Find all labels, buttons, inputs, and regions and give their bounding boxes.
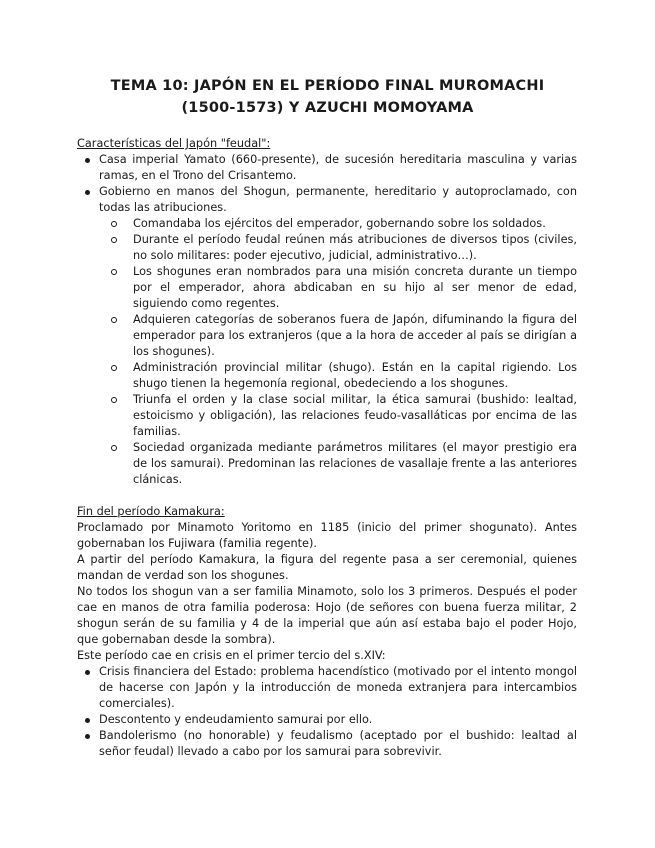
bullet-icon [85, 158, 90, 163]
sub-list-item [111, 232, 577, 264]
circle-bullet-icon [111, 317, 117, 323]
sub-list-item-text: Los shogunes eran nombrados para una misión concreta durante un tiempo por el emperador, ahora abdicaban en su hijo al ser menor de edad, siguiendo como regentes. [133, 265, 577, 310]
document-title [60, 75, 595, 119]
list-item [77, 728, 577, 760]
bullet-icon [85, 734, 90, 739]
bullet-list [77, 664, 577, 760]
section-feudal-characteristics [77, 136, 577, 488]
list-item-text: Descontento y endeudamiento samurai por ello. [99, 713, 373, 726]
sub-list-item [111, 440, 577, 488]
circle-bullet-icon [111, 221, 117, 227]
list-item [77, 152, 577, 184]
circle-bullet-icon [111, 397, 117, 403]
list-item [77, 664, 577, 712]
section-heading: Características del Japón "feudal": [77, 137, 271, 150]
sub-list-item-text: Administración provincial militar (shugo). Están en la capital rigiendo. Los shugo tienen la hegemonía regional, obedeciendo a los shogunes. [133, 361, 577, 390]
list-item [77, 712, 577, 728]
circle-bullet-icon [111, 445, 117, 451]
sub-list-item-text: Triunfa el orden y la clase social militar, la ética samurai (bushido: lealtad, estoicismo y obligación), las relaciones feudo-vasalláticas por encima de las familias. [133, 393, 577, 438]
sub-list-item [111, 392, 577, 440]
list-item [77, 184, 577, 216]
paragraph: Este período cae en crisis en el primer tercio del s.XIV: [77, 649, 386, 662]
sub-list-item [111, 216, 577, 232]
sub-list-item-text: Sociedad organizada mediante parámetros militares (el mayor prestigio era de los samurai). Predominan las relaciones de vasallaje frente a las anteriores clánicas. [133, 441, 577, 486]
circle-bullet-icon [111, 365, 117, 371]
sub-list-item [111, 360, 577, 392]
paragraph: Proclamado por Minamoto Yoritomo en 1185 (inicio del primer shogunato). Antes gobernaban los Fujiwara (familia regente). [77, 521, 577, 550]
sub-list-item [111, 312, 577, 360]
sub-bullet-list [133, 216, 577, 488]
circle-bullet-icon [111, 237, 117, 243]
title-line-2: (1500-1573) Y AZUCHI MOMOYAMA [181, 100, 474, 116]
paragraph: A partir del período Kamakura, la figura del regente pasa a ser ceremonial, quienes mandan de verdad son los shogunes. [77, 553, 577, 582]
bullet-list [77, 152, 577, 216]
paragraph: No todos los shogun van a ser familia Minamoto, solo los 3 primeros. Después el poder cae en manos de otra familia poderosa: Hojo (de señores con buena fuerza militar, 2 shogun serán de su familia y 4 de la imperial que aún así estaba bajo el poder Hojo, que gobernaban desde la sombra). [77, 585, 577, 646]
bullet-icon [85, 190, 90, 195]
list-item-text: Gobierno en manos del Shogun, permanente, hereditario y autoproclamado, con todas las atribuciones. [99, 185, 577, 214]
list-item-text: Bandolerismo (no honorable) y feudalismo (aceptado por el bushido: lealtad al señor feudal) llevado a cabo por los samurai para sobrevivir. [99, 729, 577, 758]
circle-bullet-icon [111, 269, 117, 275]
section-end-kamakura [77, 504, 577, 760]
sub-list-item [111, 264, 577, 312]
section-heading: Fin del período Kamakura: [77, 505, 225, 518]
list-item-text: Crisis financiera del Estado: problema hacendístico (motivado por el intento mongol de hacerse con Japón y la introducción de moneda extranjera para intercambios comerciales). [99, 665, 577, 710]
list-item-text: Casa imperial Yamato (660-presente), de sucesión hereditaria masculina y varias ramas, en el Trono del Crisantemo. [99, 153, 577, 182]
sub-list-item-text: Durante el período feudal reúnen más atribuciones de diversos tipos (civiles, no solo militares: poder ejecutivo, judicial, administrativo…). [133, 233, 577, 262]
bullet-icon [85, 670, 90, 675]
sub-list-item-text: Comandaba los ejércitos del emperador, gobernando sobre los soldados. [133, 217, 546, 230]
bullet-icon [85, 718, 90, 723]
sub-list-item-text: Adquieren categorías de soberanos fuera de Japón, difuminando la figura del emperador para los extranjeros (que a la hora de acceder al país se dirigían a los shogunes). [133, 313, 577, 358]
title-line-1: TEMA 10: JAPÓN EN EL PERÍODO FINAL MUROMACHI [110, 78, 545, 94]
